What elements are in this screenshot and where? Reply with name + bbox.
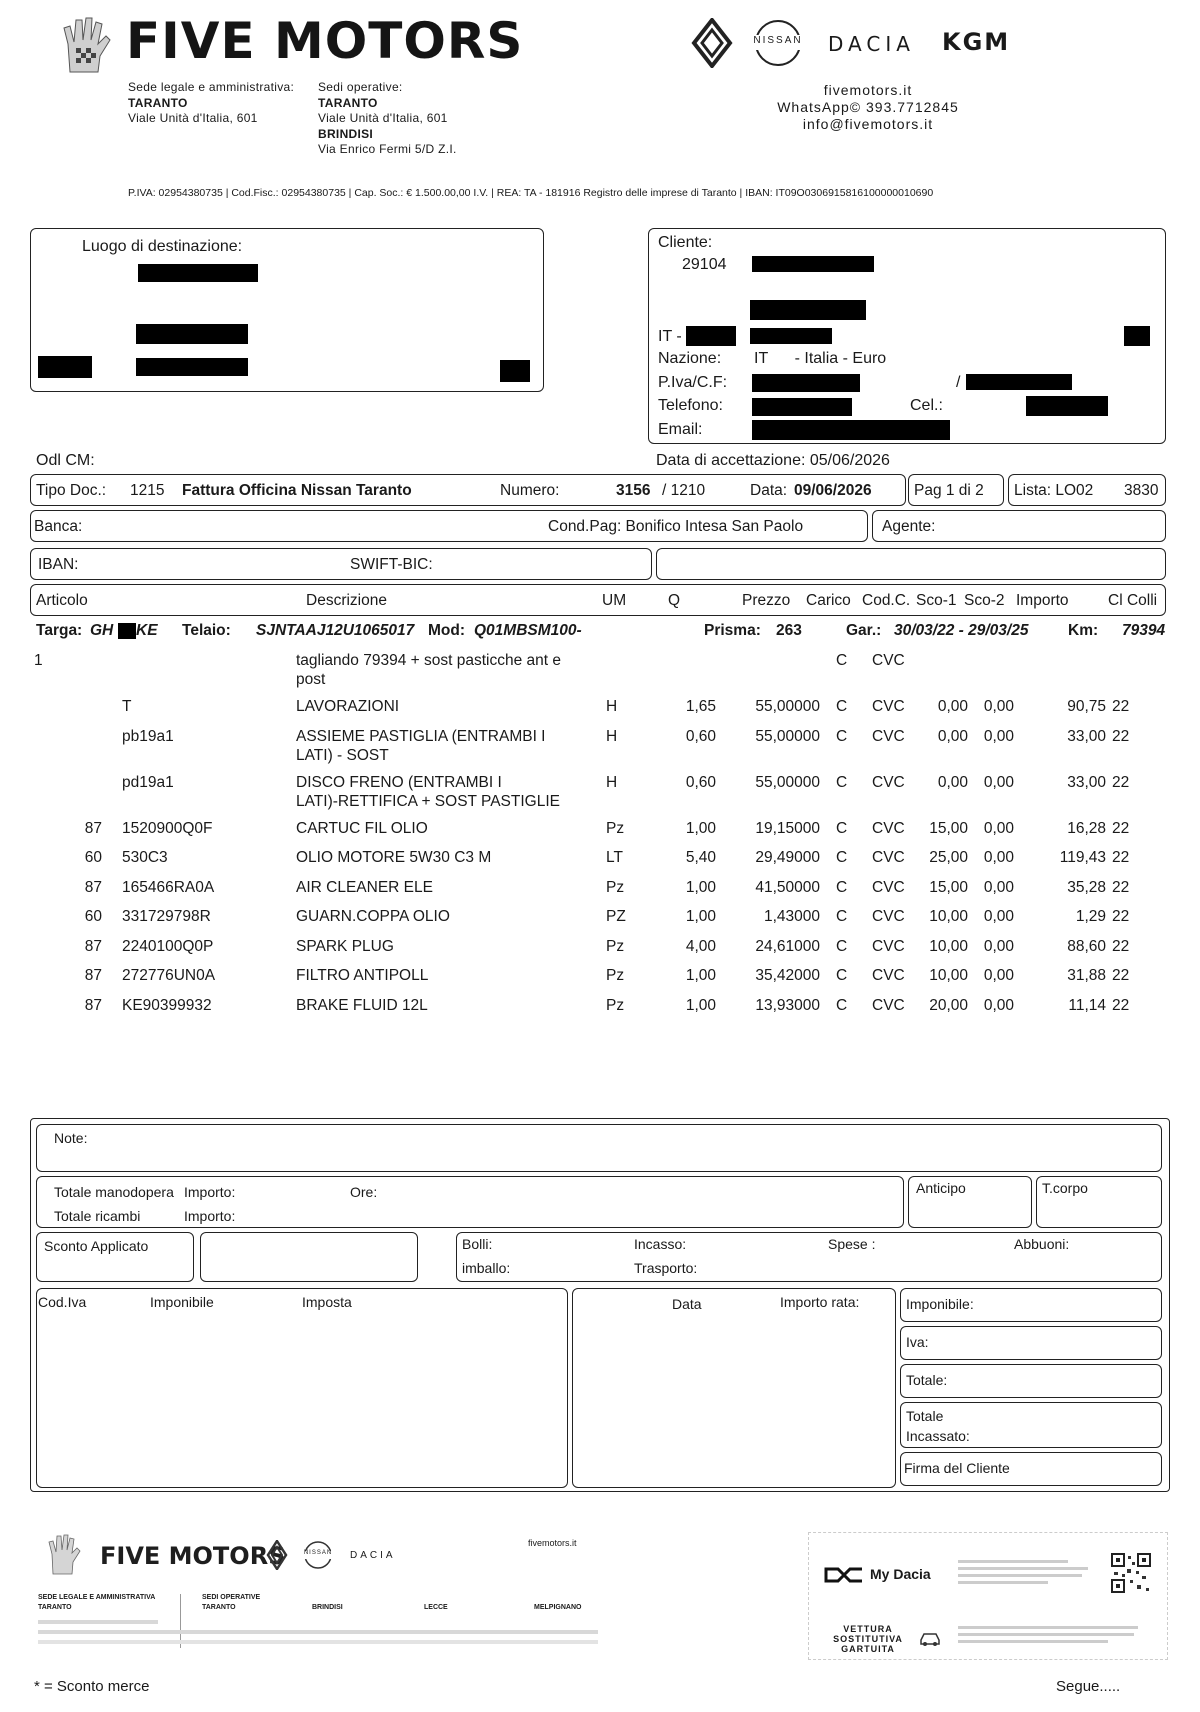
- client-email-label: Email:: [658, 421, 703, 438]
- legal-seat-label: Sede legale e amministrativa:: [128, 80, 295, 94]
- redaction: [752, 374, 860, 392]
- prisma-value: 263: [776, 622, 802, 639]
- line-codc: CVC: [872, 773, 905, 791]
- job-desc-1: tagliando 79394 + sost pasticche ant e: [296, 652, 561, 669]
- table-row: [0, 967, 1200, 993]
- footer-web: fivemotors.it: [528, 1538, 577, 1548]
- table-row: [0, 727, 1200, 764]
- line-sco2: 0,00: [983, 849, 1014, 866]
- job-num: 1: [34, 652, 43, 669]
- targa-label: Targa:: [36, 622, 83, 639]
- line-article: KE90399932: [122, 996, 212, 1014]
- redaction: [136, 324, 248, 344]
- line-description: OLIO MOTORE 5W30 C3 M: [296, 849, 492, 866]
- page-indicator: Pag 1 di 2: [914, 482, 984, 499]
- legal-city: TARANTO: [128, 96, 188, 110]
- line-codc: CVC: [872, 878, 905, 896]
- dacia-text: DACIA: [828, 32, 915, 56]
- fiscal-line: P.IVA: 02954380735 | Cod.Fisc.: 02954380735 | Cap. Soc.: € 1.500.00,00 I.V. | REA: TA - 181916 Registro delle imprese di Taranto | IBAN: IT09O0306915816100000010690: [128, 187, 934, 199]
- doc-type-name: Fattura Officina Nissan Taranto: [182, 482, 412, 499]
- line-sco2: 0,00: [983, 773, 1014, 791]
- redaction: [686, 326, 736, 346]
- line-price: 55,00000: [755, 773, 820, 791]
- line-description-2: LATI) - SOST: [296, 746, 389, 764]
- line-carico: C: [836, 849, 848, 866]
- doc-date: 09/06/2026: [794, 482, 872, 499]
- line-price: 55,00000: [755, 727, 820, 745]
- line-carico: C: [836, 773, 848, 791]
- line-carico: C: [836, 727, 848, 745]
- list-label: Lista: LO02: [1014, 482, 1094, 499]
- redaction: [752, 256, 874, 272]
- line-carico: C: [836, 908, 848, 925]
- note-box: [36, 1124, 1162, 1172]
- data-label: Data: [672, 1296, 702, 1312]
- redaction: [136, 358, 248, 376]
- footer-op-city-1: TARANTO: [202, 1604, 236, 1611]
- line-um: PZ: [606, 908, 626, 925]
- line-article: pd19a1: [122, 773, 174, 791]
- doc-type-label: Tipo Doc.:: [36, 482, 107, 499]
- line-vat: 22: [1112, 937, 1130, 955]
- vettura-3: GARTUITA: [841, 1644, 895, 1654]
- footer-op-small: SEDI OPERATIVE: [202, 1594, 261, 1601]
- line-description: ASSIEME PASTIGLIA (ENTRAMBI I: [296, 727, 546, 745]
- line-sco2: 0,00: [983, 698, 1014, 715]
- line-carico: C: [836, 878, 848, 896]
- line-article: 530C3: [122, 849, 168, 866]
- incassato-label: Incassato:: [906, 1428, 970, 1444]
- segue-note: Segue.....: [1056, 1678, 1121, 1695]
- line-sco2: 0,00: [983, 819, 1014, 837]
- sconto-label: Sconto Applicato: [44, 1238, 149, 1254]
- line-qty: 4,00: [685, 937, 716, 955]
- line-amount: 31,88: [1067, 967, 1106, 984]
- totale2-label: Totale: [906, 1408, 944, 1424]
- doc-date-label: Data:: [750, 482, 788, 499]
- spese-label: Spese :: [828, 1236, 876, 1252]
- firma-label: Firma del Cliente: [904, 1460, 1010, 1476]
- line-price: 29,49000: [755, 849, 820, 866]
- line-amount: 35,28: [1067, 878, 1106, 896]
- iban-label: IBAN:: [38, 556, 79, 573]
- iva-label: Iva:: [906, 1334, 929, 1350]
- op-city-1: TARANTO: [318, 96, 378, 110]
- line-amount: 16,28: [1067, 819, 1106, 837]
- line-sco1: 0,00: [937, 698, 968, 715]
- line-group: 87: [84, 878, 102, 896]
- sconto-value-box: [200, 1232, 418, 1282]
- tcorpo-label: T.corpo: [1042, 1180, 1088, 1196]
- line-qty: 0,60: [685, 773, 716, 791]
- op-seats-label: Sedi operative:: [318, 80, 403, 94]
- footer-nissan-logo: [298, 1540, 338, 1570]
- table-row: [0, 938, 1200, 964]
- km-label: Km:: [1068, 622, 1099, 639]
- company-website: fivemotors.it: [823, 82, 913, 98]
- line-amount: 90,75: [1067, 698, 1106, 715]
- bolli-label: Bolli:: [462, 1236, 493, 1252]
- legal-address: Viale Unità d'Italia, 601: [128, 111, 258, 125]
- client-code: 29104: [682, 256, 727, 273]
- company-name: FIVE MOTORS: [126, 12, 524, 70]
- line-group: 87: [84, 996, 102, 1014]
- note-label: Note:: [54, 1130, 88, 1146]
- imponibile-col-label: Imponibile: [150, 1294, 214, 1310]
- vettura-2: SOSTITUTIVA: [833, 1634, 903, 1644]
- footer-legal-city: TARANTO: [38, 1604, 72, 1611]
- line-vat: 22: [1112, 727, 1130, 745]
- iban-right-box: [656, 548, 1166, 580]
- totale-label: Totale:: [906, 1372, 948, 1388]
- footer-company-name: FIVE MOTORS: [100, 1542, 286, 1570]
- line-amount: 88,60: [1067, 937, 1106, 955]
- odl-label: Odl CM:: [36, 452, 95, 469]
- redaction: [750, 328, 832, 344]
- client-phone-label: Telefono:: [658, 397, 723, 414]
- line-codc: CVC: [872, 908, 905, 925]
- line-amount: 33,00: [1067, 773, 1106, 791]
- cond-pag: Cond.Pag: Bonifico Intesa San Paolo: [548, 518, 804, 535]
- line-description: GUARN.COPPA OLIO: [296, 908, 450, 925]
- line-group: 87: [84, 967, 102, 984]
- km-value: 79394: [1122, 622, 1166, 639]
- col-q: Q: [668, 592, 681, 609]
- line-sco2: 0,00: [983, 937, 1014, 955]
- vat-box: [36, 1288, 568, 1488]
- line-carico: C: [836, 967, 848, 984]
- line-sco2: 0,00: [983, 727, 1014, 745]
- nissan-logo: [744, 18, 812, 68]
- line-description: AIR CLEANER ELE: [296, 878, 433, 896]
- table-row: [0, 997, 1200, 1023]
- table-row: [0, 908, 1200, 934]
- line-sco1: 15,00: [929, 878, 968, 896]
- table-row: [0, 773, 1200, 810]
- line-sco1: 15,00: [929, 819, 968, 837]
- line-description-2: LATI)-RETTIFICA + SOST PASTIGLIE: [296, 792, 560, 810]
- dacia-logo-icon: [824, 1566, 864, 1588]
- job-codc: CVC: [872, 652, 905, 669]
- company-logo: [56, 14, 118, 76]
- line-description: BRAKE FLUID 12L: [296, 996, 428, 1014]
- line-qty: 1,00: [685, 996, 716, 1014]
- redaction: [1124, 326, 1150, 346]
- line-um: Pz: [606, 878, 625, 896]
- line-vat: 22: [1112, 849, 1130, 866]
- client-cel-label: Cel.:: [910, 397, 943, 414]
- footer-legal-small: SEDE LEGALE E AMMINISTRATIVA: [38, 1594, 156, 1601]
- line-description: CARTUC FIL OLIO: [296, 819, 428, 837]
- trasporto-label: Trasporto:: [634, 1260, 698, 1276]
- doc-number: 3156: [616, 482, 651, 499]
- imballo-label: imballo:: [462, 1260, 511, 1276]
- importo-rata-label: Importo rata:: [780, 1294, 860, 1310]
- nissan-text: NISSAN: [753, 35, 803, 46]
- line-um: Pz: [606, 819, 625, 837]
- line-sco2: 0,00: [983, 996, 1014, 1014]
- line-qty: 1,00: [685, 967, 716, 984]
- line-carico: C: [836, 996, 848, 1014]
- gar-label: Gar.:: [846, 622, 882, 639]
- line-price: 1,43000: [763, 908, 820, 925]
- job-row: [0, 652, 1200, 688]
- list-code: 3830: [1124, 482, 1159, 499]
- line-article: T: [122, 698, 132, 715]
- vettura-1: VETTURA: [843, 1624, 893, 1634]
- line-codc: CVC: [872, 698, 905, 715]
- footer-logo: [44, 1532, 84, 1576]
- telaio-label: Telaio:: [182, 622, 231, 639]
- line-article: 165466RA0A: [122, 878, 215, 896]
- iban-box: [30, 548, 652, 580]
- col-carico: Carico: [806, 592, 851, 609]
- line-group: 87: [84, 819, 102, 837]
- line-qty: 1,00: [685, 908, 716, 925]
- destination-label: Luogo di destinazione:: [82, 238, 243, 255]
- client-it-prefix: IT -: [658, 328, 682, 345]
- line-sco2: 0,00: [983, 967, 1014, 984]
- doc-type-code: 1215: [130, 482, 165, 499]
- mod-label: Mod:: [428, 622, 466, 639]
- qr-code-icon: [1110, 1552, 1152, 1598]
- line-vat: 22: [1112, 698, 1130, 715]
- line-sco1: 0,00: [937, 773, 968, 791]
- acceptance-date: Data di accettazione: 05/06/2026: [656, 452, 890, 469]
- line-um: Pz: [606, 967, 625, 984]
- client-nation-value: IT - Italia - Euro: [754, 350, 887, 367]
- line-article: 331729798R: [122, 908, 211, 925]
- col-prezzo: Prezzo: [742, 592, 791, 609]
- redaction: [752, 420, 950, 440]
- abbuoni-label: Abbuoni:: [1014, 1236, 1070, 1252]
- footer-op-city-3: LECCE: [424, 1604, 448, 1611]
- my-dacia-text: My Dacia: [870, 1566, 931, 1582]
- table-row: [0, 820, 1200, 846]
- footer-nissan-text: NISSAN: [303, 1550, 333, 1556]
- line-group: 87: [84, 937, 102, 955]
- line-sco1: 25,00: [929, 849, 968, 866]
- col-codc: Cod.C.: [862, 592, 911, 609]
- footer-info-lines-2: [958, 1622, 1148, 1654]
- redaction: [138, 264, 258, 282]
- line-price: 24,61000: [755, 937, 820, 955]
- line-vat: 22: [1112, 878, 1130, 896]
- targa-a: GH: [90, 622, 114, 639]
- line-article: 1520900Q0F: [122, 819, 213, 837]
- line-um: LT: [606, 849, 623, 866]
- line-description: LAVORAZIONI: [296, 698, 400, 715]
- line-sco1: 10,00: [929, 937, 968, 955]
- telaio-value: SJNTAAJ12U1065017: [256, 622, 415, 639]
- col-descrizione: Descrizione: [306, 592, 387, 609]
- anticipo-label: Anticipo: [916, 1180, 966, 1196]
- column-headers: [0, 592, 1200, 612]
- redaction: [752, 398, 852, 416]
- company-email: info@fivemotors.it: [802, 116, 934, 132]
- line-price: 41,50000: [755, 878, 820, 896]
- doc-number-suffix: / 1210: [662, 482, 706, 499]
- kgm-text: KGM: [942, 28, 1011, 56]
- line-carico: C: [836, 819, 848, 837]
- line-amount: 119,43: [1059, 849, 1106, 866]
- iva-box: [900, 1326, 1162, 1360]
- imponibile-label: Imponibile:: [906, 1296, 974, 1312]
- table-row: [0, 879, 1200, 905]
- line-codc: CVC: [872, 727, 905, 745]
- incasso-label: Incasso:: [634, 1236, 687, 1252]
- col-sco2: Sco-2: [964, 592, 1005, 609]
- codiva-label: Cod.Iva: [38, 1294, 87, 1310]
- line-price: 55,00000: [755, 698, 820, 715]
- line-sco1: 10,00: [929, 967, 968, 984]
- line-qty: 1,00: [685, 878, 716, 896]
- col-um: UM: [602, 592, 627, 609]
- line-qty: 1,00: [685, 819, 716, 837]
- line-amount: 33,00: [1067, 727, 1106, 745]
- op-address-1: Viale Unità d'Italia, 601: [318, 111, 448, 125]
- line-amount: 1,29: [1075, 908, 1106, 925]
- footer-dacia-text: DACIA: [350, 1550, 396, 1561]
- table-row: [0, 849, 1200, 875]
- line-article: 272776UN0A: [122, 967, 216, 984]
- doc-number-label: Numero:: [500, 482, 560, 499]
- importo-1-label: Importo:: [184, 1184, 236, 1200]
- line-codc: CVC: [872, 849, 905, 866]
- imposta-label: Imposta: [302, 1294, 352, 1310]
- line-description: SPARK PLUG: [296, 937, 394, 955]
- line-group: 60: [84, 849, 102, 866]
- installments-box: [572, 1288, 896, 1488]
- redaction: [500, 360, 530, 382]
- prisma-label: Prisma:: [704, 622, 761, 639]
- line-price: 13,93000: [755, 996, 820, 1014]
- line-qty: 5,40: [685, 849, 716, 866]
- redaction: [966, 374, 1072, 390]
- redaction: [38, 356, 92, 378]
- client-nation-label: Nazione:: [658, 350, 722, 367]
- line-price: 35,42000: [755, 967, 820, 984]
- client-label: Cliente:: [658, 234, 713, 251]
- vehicle-line: [0, 622, 1200, 644]
- company-whatsapp: WhatsApp© 393.7712845: [777, 99, 959, 115]
- line-sco2: 0,00: [983, 908, 1014, 925]
- job-carico: C: [836, 652, 848, 669]
- line-um: H: [606, 727, 618, 745]
- line-sco1: 0,00: [937, 727, 968, 745]
- line-vat: 22: [1112, 908, 1130, 925]
- ore-label: Ore:: [350, 1184, 378, 1200]
- col-articolo: Articolo: [36, 592, 88, 609]
- col-importo: Importo: [1016, 592, 1069, 609]
- footer-op-city-4: MELPIGNANO: [534, 1604, 582, 1611]
- line-price: 19,15000: [755, 819, 820, 837]
- bank-label: Banca:: [34, 518, 83, 535]
- line-codc: CVC: [872, 819, 905, 837]
- line-um: H: [606, 773, 618, 791]
- line-amount: 11,14: [1068, 996, 1106, 1014]
- line-carico: C: [836, 698, 848, 715]
- redaction: [118, 623, 136, 639]
- footer-fine-print: [38, 1614, 608, 1658]
- sconto-merce-note: * = Sconto merce: [34, 1678, 150, 1695]
- line-vat: 22: [1112, 967, 1130, 984]
- job-desc-2: post: [296, 671, 326, 688]
- footer-info-lines: [958, 1556, 1088, 1596]
- line-group: 60: [84, 908, 102, 925]
- op-city-2: BRINDISI: [318, 127, 374, 141]
- footer-op-city-2: BRINDISI: [312, 1604, 343, 1611]
- line-carico: C: [836, 937, 848, 955]
- line-codc: CVC: [872, 967, 905, 984]
- table-row: [0, 698, 1200, 724]
- line-qty: 0,60: [685, 727, 716, 745]
- importo-2-label: Importo:: [184, 1208, 236, 1224]
- tot-mano-label: Totale manodopera: [54, 1184, 174, 1200]
- line-um: Pz: [606, 996, 625, 1014]
- line-article: pb19a1: [122, 727, 174, 745]
- line-sco1: 10,00: [929, 908, 968, 925]
- line-vat: 22: [1112, 996, 1130, 1014]
- line-qty: 1,65: [685, 698, 716, 715]
- line-codc: CVC: [872, 996, 905, 1014]
- footer-renault-logo: [266, 1540, 288, 1574]
- line-description: FILTRO ANTIPOLL: [296, 967, 429, 984]
- client-piva-label: P.Iva/C.F:: [658, 374, 728, 391]
- line-vat: 22: [1112, 773, 1130, 791]
- agent-label: Agente:: [882, 518, 936, 535]
- op-address-2: Via Enrico Fermi 5/D Z.I.: [318, 142, 457, 156]
- line-sco2: 0,00: [983, 878, 1014, 896]
- line-um: H: [606, 698, 618, 715]
- redaction: [1026, 396, 1108, 416]
- targa-b: KE: [136, 622, 158, 639]
- line-codc: CVC: [872, 937, 905, 955]
- col-cicolli: Cl Colli: [1108, 592, 1158, 609]
- mod-value: Q01MBSM100-: [474, 622, 582, 639]
- line-vat: 22: [1112, 819, 1130, 837]
- swift-label: SWIFT-BIC:: [350, 556, 433, 573]
- client-piva-slash: /: [956, 374, 961, 391]
- renault-logo: [690, 18, 734, 72]
- col-sco1: Sco-1: [916, 592, 957, 609]
- gar-value: 30/03/22 - 29/03/25: [894, 622, 1029, 639]
- car-icon: [918, 1626, 942, 1652]
- line-description: DISCO FRENO (ENTRAMBI I: [296, 773, 502, 791]
- line-sco1: 20,00: [929, 996, 968, 1014]
- redaction: [750, 300, 866, 320]
- tot-ricambi-label: Totale ricambi: [54, 1208, 141, 1224]
- line-um: Pz: [606, 937, 625, 955]
- line-article: 2240100Q0P: [122, 937, 214, 955]
